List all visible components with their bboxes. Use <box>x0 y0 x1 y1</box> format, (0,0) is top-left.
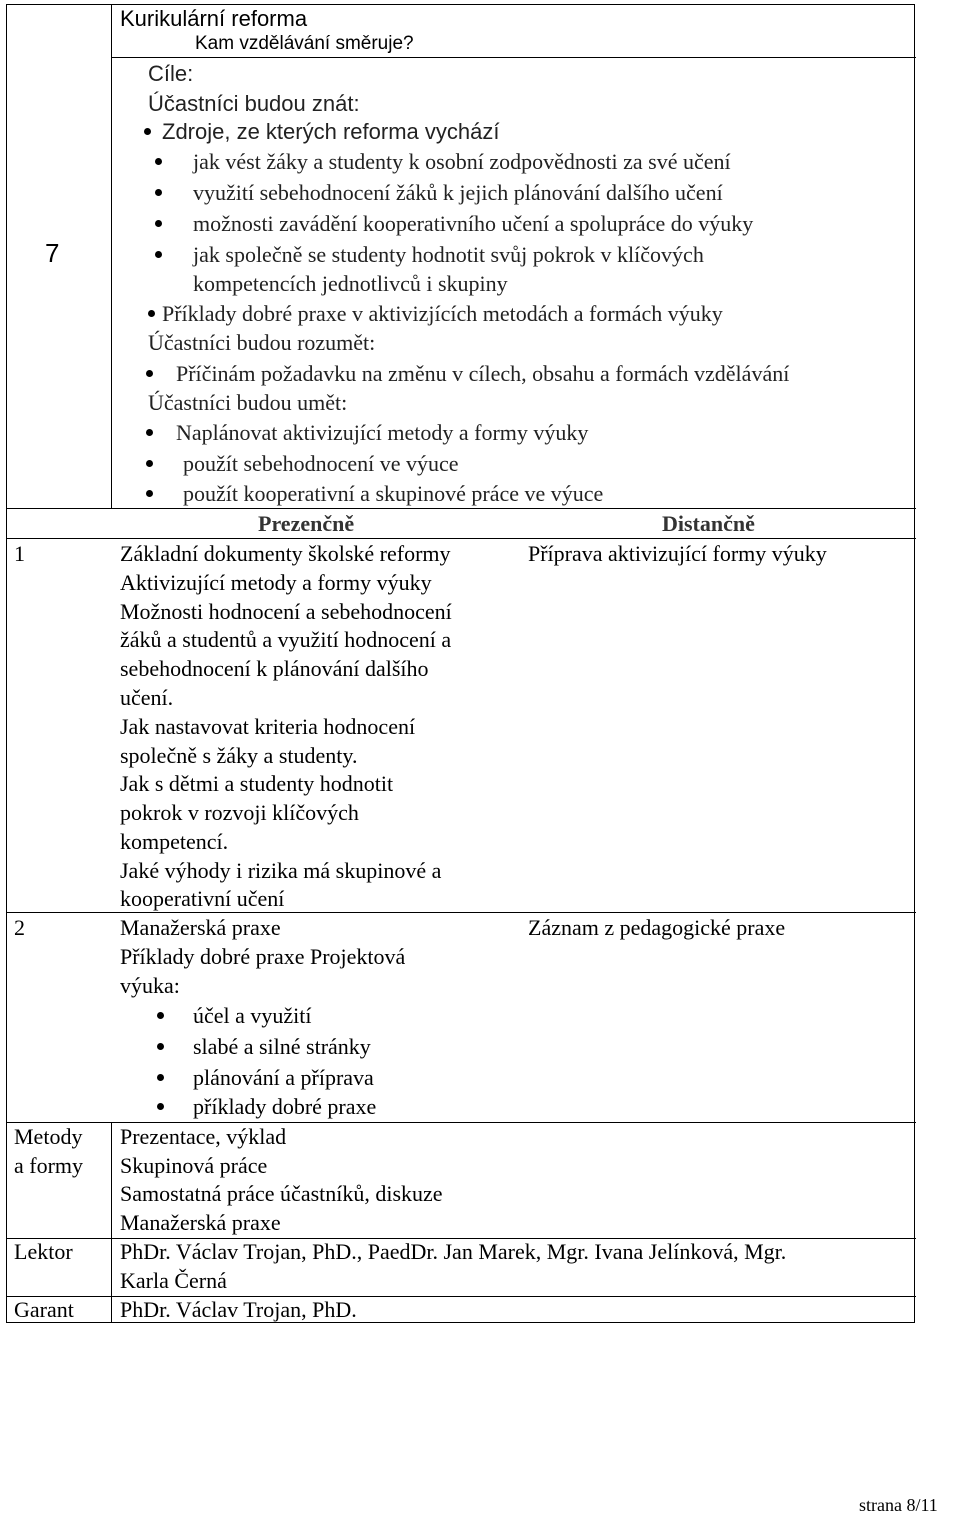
lecturer-label: Lektor <box>14 1239 73 1264</box>
bullet-icon <box>146 429 153 436</box>
know-item: možnosti zavádění kooperativního učení a spolupráce do výuky <box>193 211 754 236</box>
bullet-icon <box>157 1074 164 1081</box>
able-item: použít kooperativní a skupinové práce ve výuce <box>183 481 604 506</box>
bullet-icon <box>155 189 162 196</box>
know-item: Příklady dobré praxe v aktivizjících metodách a formách výuky <box>162 301 723 326</box>
module-number: 7 <box>45 238 60 268</box>
methods-label: Metody <box>14 1124 83 1149</box>
methods-line: Samostatná práce účastníků, diskuze <box>120 1181 443 1206</box>
block1-line: pokrok v rozvoji klíčových <box>120 800 359 825</box>
block-number: 2 <box>14 915 25 940</box>
know-item: jak vést žáky a studenty k osobní zodpovědnosti za své učení <box>193 149 731 174</box>
block2-line: Manažerská praxe <box>120 915 281 940</box>
block2-bullet-item: příklady dobré praxe <box>193 1094 377 1119</box>
block1-line: Jak s dětmi a studenty hodnotit <box>120 771 394 796</box>
block1-line: Možnosti hodnocení a sebehodnocení <box>120 599 452 624</box>
block2-bullet-item: slabé a silné stránky <box>193 1034 371 1059</box>
lecturer-line: PhDr. Václav Trojan, PhD., PaedDr. Jan Marek, Mgr. Ivana Jelínková, Mgr. <box>120 1239 787 1264</box>
column-divider-top <box>111 5 112 508</box>
column-header-distance: Distančně <box>662 511 755 536</box>
bullet-icon <box>157 1043 164 1050</box>
block1-distance: Příprava aktivizující formy výuky <box>528 541 827 566</box>
know-item: Zdroje, ze kterých reforma vychází <box>162 119 500 144</box>
title-divider <box>111 57 916 58</box>
bullet-icon <box>146 370 153 377</box>
guarantor-label: Garant <box>14 1297 74 1322</box>
know-item: jak společně se studenty hodnotit svůj pokrok v klíčových <box>193 242 704 267</box>
block2-distance: Záznam z pedagogické praxe <box>528 915 786 940</box>
methods-line: Skupinová práce <box>120 1153 268 1178</box>
block1-line: Jak nastavovat kriteria hodnocení <box>120 714 416 739</box>
block1-line: Aktivizující metody a formy výuky <box>120 570 432 595</box>
methods-label: a formy <box>14 1153 84 1178</box>
goals-heading: Cíle: <box>148 61 194 86</box>
able-heading: Účastníci budou umět: <box>148 390 348 415</box>
methods-line: Prezentace, výklad <box>120 1124 287 1149</box>
know-item-continuation: kompetencích jednotlivců i skupiny <box>193 271 508 296</box>
bullet-icon <box>144 128 151 135</box>
block1-line: učení. <box>120 685 174 710</box>
bullet-icon <box>155 220 162 227</box>
know-heading: Účastníci budou znát: <box>148 91 360 116</box>
bullet-icon <box>155 251 162 258</box>
block1-line: společně s žáky a studenty. <box>120 743 358 768</box>
bullet-icon <box>157 1103 164 1110</box>
understand-heading: Účastníci budou rozumět: <box>148 330 376 355</box>
block1-line: Základní dokumenty školské reformy <box>120 541 451 566</box>
methods-line: Manažerská praxe <box>120 1210 281 1235</box>
block2-line: výuka: <box>120 973 180 998</box>
column-header-present: Prezenčně <box>258 511 355 536</box>
bullet-icon <box>155 158 162 165</box>
block1-line: Jaké výhody i rizika má skupinové a <box>120 858 442 883</box>
guarantor-value: PhDr. Václav Trojan, PhD. <box>120 1297 357 1322</box>
page-number: strana 8/11 <box>859 1495 938 1515</box>
block1-line: kooperativní učení <box>120 886 285 911</box>
able-item: Naplánovat aktivizující metody a formy výuky <box>176 420 589 445</box>
know-item: využití sebehodnocení žáků k jejich plánování dalšího učení <box>193 180 723 205</box>
column-divider-bottom <box>111 1122 112 1322</box>
block2-line: Příklady dobré praxe Projektová <box>120 944 406 969</box>
bullet-icon <box>146 490 153 497</box>
bullet-icon <box>146 460 153 467</box>
understand-item: Příčinám požadavku na změnu v cílech, obsahu a formách vzdělávání <box>176 361 790 386</box>
block2-bullet-item: plánování a příprava <box>193 1065 374 1090</box>
module-title: Kurikulární reforma <box>120 6 308 31</box>
block2-bullet-item: účel a využití <box>193 1003 312 1028</box>
lecturer-line: Karla Černá <box>120 1268 227 1293</box>
block1-line: sebehodnocení k plánování dalšího <box>120 656 429 681</box>
able-item: použít sebehodnocení ve výuce <box>183 451 459 476</box>
bullet-icon <box>148 310 155 317</box>
block1-line: žáků a studentů a využití hodnocení a <box>120 627 452 652</box>
block1-line: kompetencí. <box>120 829 229 854</box>
bullet-icon <box>157 1012 164 1019</box>
module-subtitle: Kam vzdělávání směruje? <box>195 33 414 54</box>
block-number: 1 <box>14 541 25 566</box>
